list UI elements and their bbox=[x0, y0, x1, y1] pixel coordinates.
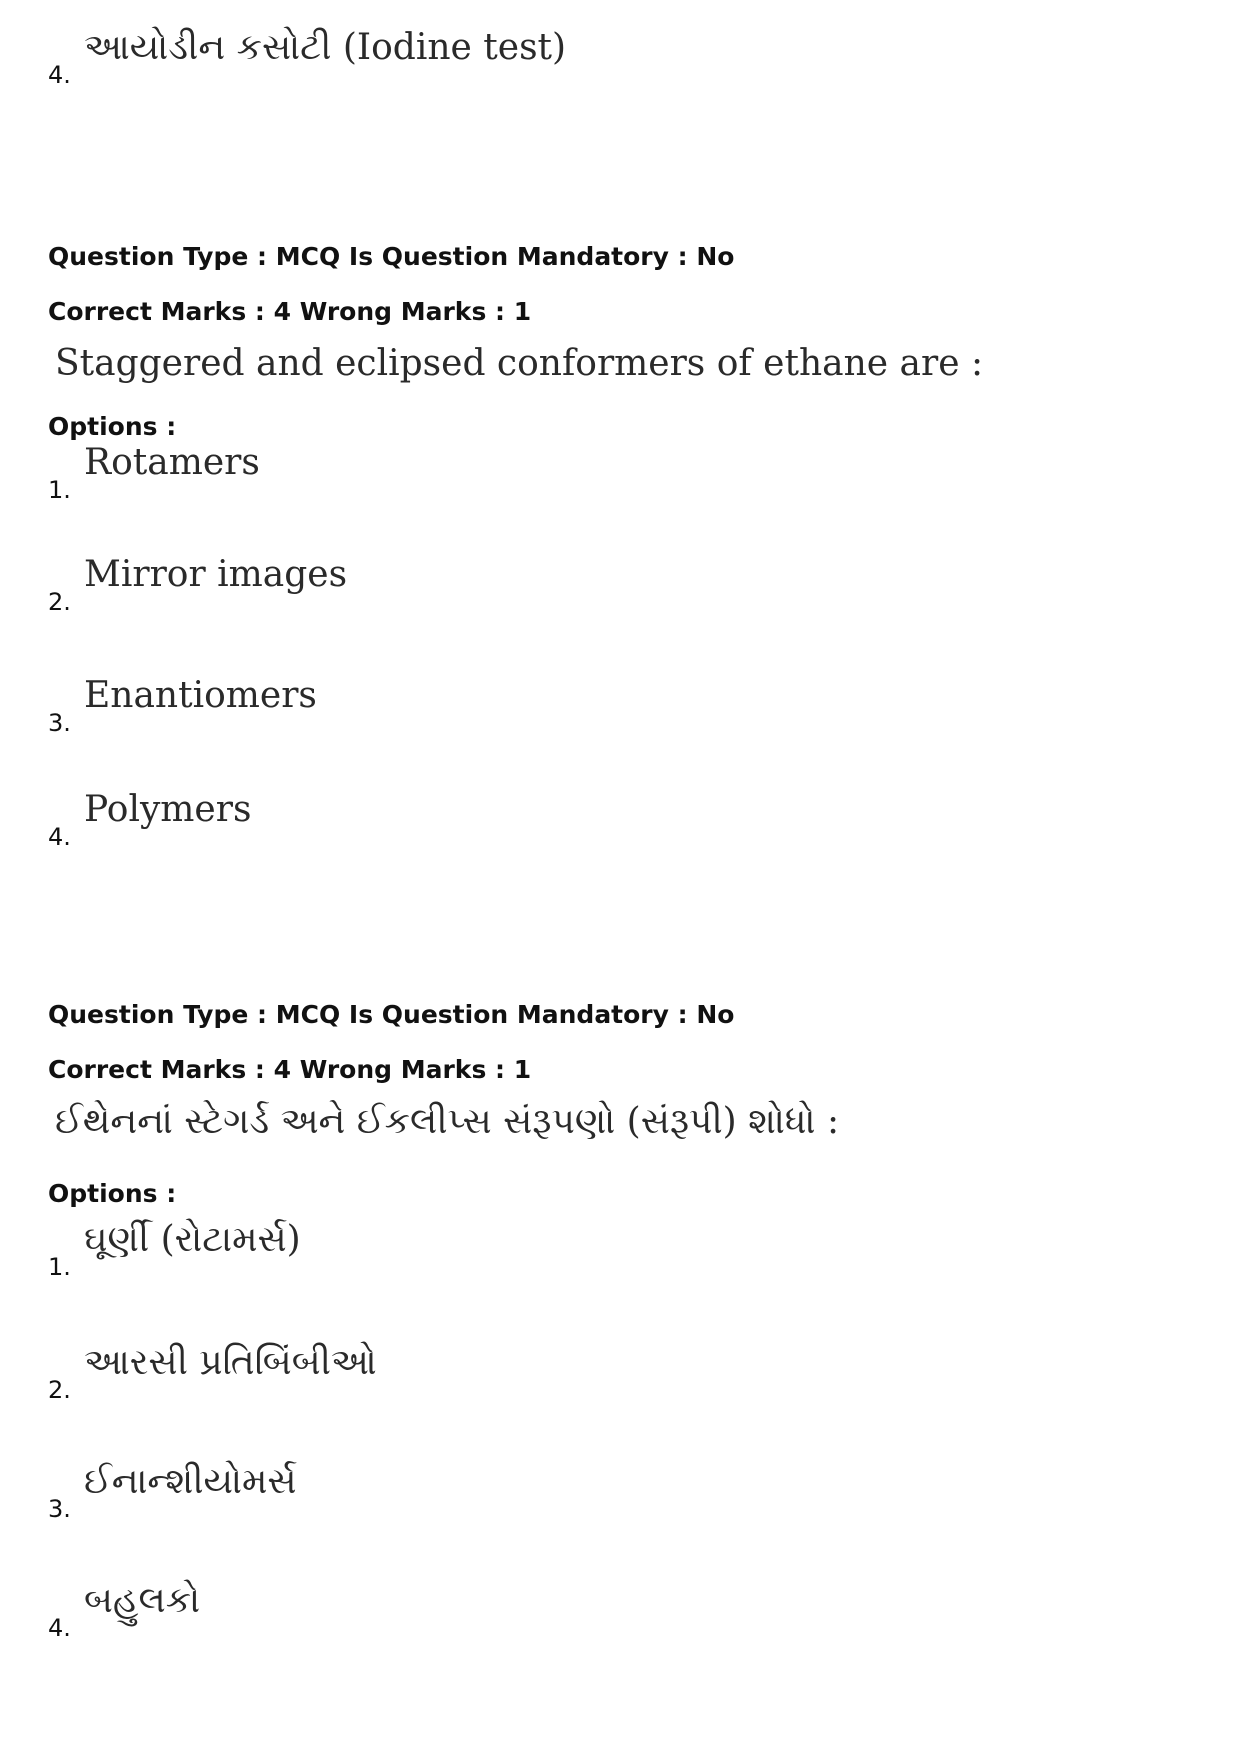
option-item bbox=[48, 1342, 377, 1404]
option-item bbox=[48, 675, 317, 737]
option-item bbox=[48, 789, 252, 851]
option-text: Enantiomers bbox=[84, 675, 317, 716]
option-item bbox=[48, 442, 260, 504]
marks-line: Correct Marks : 4 Wrong Marks : 1 bbox=[48, 297, 532, 326]
option-text: આયોડીન કસોટી (Iodine test) bbox=[84, 27, 567, 68]
option-number: 2. bbox=[48, 1376, 71, 1404]
option-text: બહુલકો bbox=[84, 1580, 201, 1621]
options-label: Options : bbox=[48, 1179, 177, 1208]
option-item bbox=[48, 1580, 201, 1642]
question-text: Staggered and eclipsed conformers of ethane are : bbox=[55, 343, 984, 384]
option-item bbox=[48, 554, 348, 616]
option-text: ઘૂર્ણી (રોટામર્સ) bbox=[84, 1219, 301, 1260]
option-number: 4. bbox=[48, 823, 71, 851]
option-item bbox=[48, 1219, 301, 1281]
option-number: 2. bbox=[48, 588, 71, 616]
question-text: ઈથેનનાં સ્ટેગર્ડ અને ઈકલીપ્સ સંરૂપણો (સંરૂપી) શોધો : bbox=[55, 1101, 840, 1142]
option-number: 3. bbox=[48, 709, 71, 737]
option-text: Rotamers bbox=[84, 442, 260, 483]
question-type-line: Question Type : MCQ Is Question Mandatory : No bbox=[48, 1000, 735, 1029]
option-number: 1. bbox=[48, 476, 71, 504]
carryover-option bbox=[48, 27, 567, 89]
option-text: ઈનાન્શીયોમર્સ bbox=[84, 1461, 297, 1502]
options-label: Options : bbox=[48, 412, 177, 441]
option-text: આરસી પ્રતિબિંબીઓ bbox=[84, 1342, 377, 1383]
option-number: 3. bbox=[48, 1495, 71, 1523]
marks-line: Correct Marks : 4 Wrong Marks : 1 bbox=[48, 1055, 532, 1084]
option-number: 4. bbox=[48, 61, 71, 89]
option-item bbox=[48, 1461, 297, 1523]
option-number: 4. bbox=[48, 1614, 71, 1642]
question-type-line: Question Type : MCQ Is Question Mandatory : No bbox=[48, 242, 735, 271]
option-text: Mirror images bbox=[84, 554, 348, 595]
option-number: 1. bbox=[48, 1253, 71, 1281]
option-text: Polymers bbox=[84, 789, 252, 830]
